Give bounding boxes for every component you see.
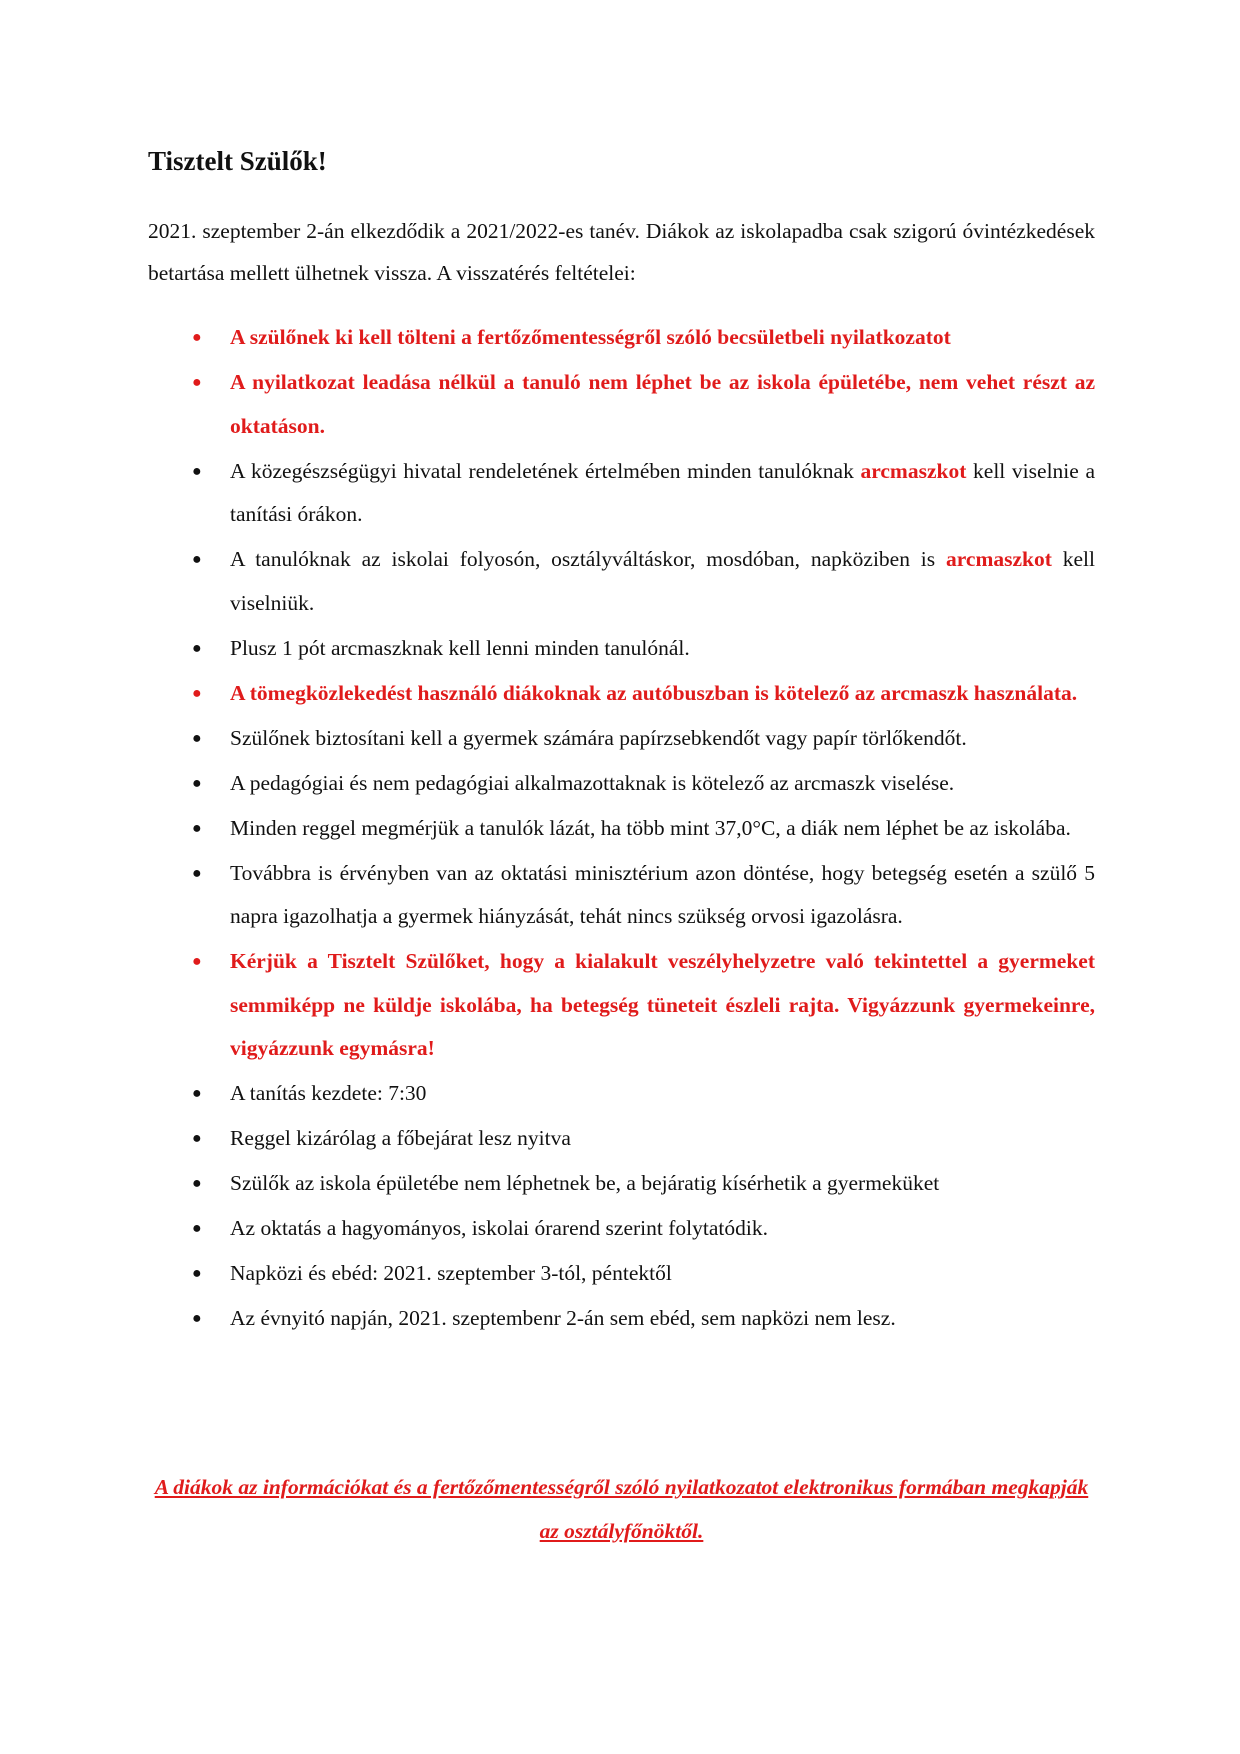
conditions-list [148,316,1095,1342]
bullet-icon: ● [192,819,202,837]
bullet-icon: ● [192,1310,202,1328]
list-item-text: A tanítás kezdete: 7:30 [230,1081,427,1106]
bullet-icon: ● [192,729,202,747]
list-item [148,1207,1095,1251]
list-item [148,852,1095,939]
list-item [148,316,1095,360]
bullet-icon: ● [192,1175,202,1193]
bullet-icon: ● [192,774,202,792]
intro-paragraph: 2021. szeptember 2-án elkezdődik a 2021/2022-es tanév. Diákok az iskolapadba csak szigorú óvintézkedések betartása mellett ülhetnek vissza. A visszatérés feltételei: [148,219,1095,285]
bullet-icon: ● [192,684,202,702]
list-item [148,1117,1095,1161]
list-item [148,1162,1095,1206]
list-item-text: Plusz 1 pót arcmaszknak kell lenni minden tanulónál. [230,635,690,660]
list-item [148,361,1095,448]
list-item [148,762,1095,806]
list-item [148,450,1095,537]
list-item [148,940,1095,1071]
list-item-text: Az oktatás a hagyományos, iskolai órarend szerint folytatódik. [230,1216,768,1241]
list-item-text: Kérjük a Tisztelt Szülőket, hogy a kialakult veszélyhelyzetre való tekintettel a gyermeket semmiképp ne küldje iskolába, ha betegség tüneteit észleli rajta. Vigyázzunk gyermekeinre, vigyázzunk egymásra! [230,949,1095,1061]
bullet-icon: ● [192,639,202,657]
list-item-text: Szülők az iskola épületébe nem léphetnek be, a bejáratig kísérhetik a gyermeküket [230,1171,940,1196]
bullet-icon: ● [192,1130,202,1148]
bullet-icon: ● [192,953,202,971]
list-item-text: kell viselnie a tanítási órákon. [230,458,1096,527]
list-item-text: Reggel kizárólag a főbejárat lesz nyitva [230,1126,571,1151]
list-item [148,1072,1095,1116]
list-item [148,807,1095,851]
list-item-text: A tanulóknak az iskolai folyosón, osztályváltáskor, mosdóban, napköziben is [230,547,946,572]
bullet-icon: ● [192,1220,202,1238]
list-item-text: Továbbra is érvényben van az oktatási minisztérium azon döntése, hogy betegség esetén a szülő 5 napra igazolhatja a gyermek hiányzását, tehát nincs szükség orvosi igazolásra. [230,860,1095,929]
bullet-icon: ● [192,1265,202,1283]
list-item-text: A pedagógiai és nem pedagógiai alkalmazottaknak is kötelező az arcmaszk viselése. [230,770,955,795]
list-item-text: A szülőnek ki kell tölteni a fertőzőmentességről szóló becsületbeli nyilatkozatot [230,325,951,349]
list-item-text: A közegészségügyi hivatal rendeletének értelmében minden tanulóknak [230,458,861,483]
bullet-icon: ● [192,373,202,391]
list-item [148,627,1095,671]
list-item-text: Az évnyitó napján, 2021. szeptembenr 2-án sem ebéd, sem napközi nem lesz. [230,1306,896,1331]
list-item [148,672,1095,716]
list-item [148,1252,1095,1296]
bullet-icon: ● [192,551,202,569]
list-item-text: A nyilatkozat leadása nélkül a tanuló nem léphet be az iskola épületébe, nem vehet részt az oktatáson. [230,369,1095,438]
list-item-text: Szülőnek biztosítani kell a gyermek számára papírzsebkendőt vagy papír törlőkendőt. [230,725,967,750]
list-item-text: Minden reggel megmérjük a tanulók lázát, ha több mint 37,0°C, a diák nem léphet be az iskolába. [230,815,1071,840]
footer-note: A diákok az információkat és a fertőzőmentességről szóló nyilatkozatot elektronikus formában megkapják az osztályfőnöktől. [154,1475,1089,1543]
highlighted-word: arcmaszkot [860,458,967,483]
bullet-icon: ● [192,462,202,480]
list-item [148,538,1095,625]
page-title: Tisztelt Szülők! [148,146,327,176]
list-item [148,1297,1095,1341]
bullet-icon: ● [192,864,202,882]
list-item-text: kell viselniük. [230,547,1095,615]
list-item-text: A tömegközlekedést használó diákoknak az autóbuszban is kötelező az arcmaszk használata. [230,680,1078,705]
bullet-icon: ● [192,329,202,346]
list-item-text: Napközi és ebéd: 2021. szeptember 3-tól, péntektől [230,1261,672,1286]
bullet-icon: ● [192,1085,202,1103]
highlighted-word: arcmaszkot [946,547,1052,572]
list-item [148,717,1095,761]
